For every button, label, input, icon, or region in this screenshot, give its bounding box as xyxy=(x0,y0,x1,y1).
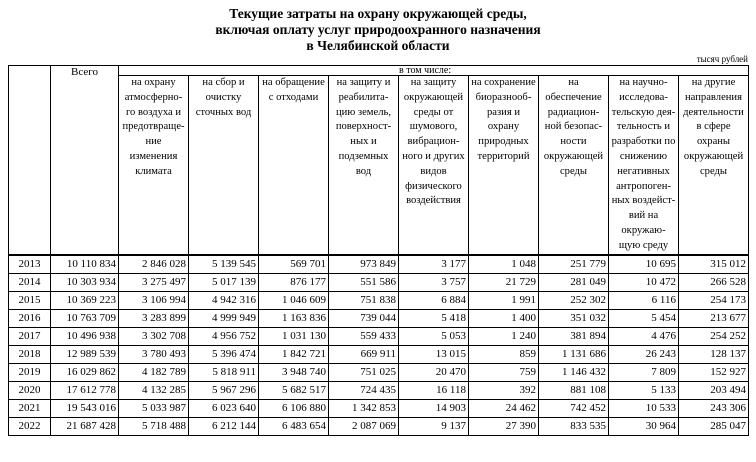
cell-value: 6 116 xyxy=(609,291,679,309)
table-row xyxy=(9,363,749,381)
cell-value: 5 682 517 xyxy=(259,381,329,399)
cell-value: 21 729 xyxy=(469,273,539,291)
cell-value: 751 838 xyxy=(329,291,399,309)
cell-total: 10 496 938 xyxy=(51,327,119,345)
cell-value: 1 031 130 xyxy=(259,327,329,345)
header-biodiversity: на сохранение биоразнооб-разия и охрану природных территорий xyxy=(469,76,539,255)
cell-value: 251 779 xyxy=(539,255,609,274)
table-row xyxy=(9,399,749,417)
header-research: на научно-исследова-тельскую дея-тельность и разработки по снижению негативных антропоген-ных воздейст-вий на окружаю-щую среду xyxy=(609,76,679,255)
header-air: на охрану атмосферно-го воздуха и предотвраще-ние изменения климата xyxy=(119,76,189,255)
cell-value: 5 418 xyxy=(399,309,469,327)
cell-value: 14 903 xyxy=(399,399,469,417)
cell-value: 1 131 686 xyxy=(539,345,609,363)
cell-value: 128 137 xyxy=(679,345,749,363)
cell-value: 1 146 432 xyxy=(539,363,609,381)
cell-value: 13 015 xyxy=(399,345,469,363)
cell-value: 973 849 xyxy=(329,255,399,274)
cell-year: 2021 xyxy=(9,399,51,417)
cell-value: 266 528 xyxy=(679,273,749,291)
cell-value: 3 283 899 xyxy=(119,309,189,327)
cell-value: 5 454 xyxy=(609,309,679,327)
cell-value: 281 049 xyxy=(539,273,609,291)
cell-value: 243 306 xyxy=(679,399,749,417)
cell-total: 16 029 862 xyxy=(51,363,119,381)
cell-total: 10 763 709 xyxy=(51,309,119,327)
cell-value: 285 047 xyxy=(679,417,749,435)
cell-value: 551 586 xyxy=(329,273,399,291)
cell-total: 12 989 539 xyxy=(51,345,119,363)
title-line-2: включая оплату услуг природоохранного назначения xyxy=(215,22,541,37)
cell-value: 1 991 xyxy=(469,291,539,309)
header-waste: на обращение с отходами xyxy=(259,76,329,255)
cell-value: 759 xyxy=(469,363,539,381)
title-line-3: в Челябинской области xyxy=(306,38,450,53)
table-row xyxy=(9,381,749,399)
header-group-including: в том числе: xyxy=(119,66,749,76)
cell-year: 2015 xyxy=(9,291,51,309)
units-label: тысяч рублей xyxy=(696,54,748,64)
document-title xyxy=(0,6,756,54)
cell-value: 5 033 987 xyxy=(119,399,189,417)
cell-value: 4 956 752 xyxy=(189,327,259,345)
cell-total: 19 543 016 xyxy=(51,399,119,417)
cell-value: 724 435 xyxy=(329,381,399,399)
cell-total: 10 110 834 xyxy=(51,255,119,274)
cell-value: 5 017 139 xyxy=(189,273,259,291)
cell-value: 4 999 949 xyxy=(189,309,259,327)
cell-value: 1 342 853 xyxy=(329,399,399,417)
cell-total: 10 369 223 xyxy=(51,291,119,309)
cell-value: 3 275 497 xyxy=(119,273,189,291)
cell-total: 17 612 778 xyxy=(51,381,119,399)
cell-value: 3 177 xyxy=(399,255,469,274)
cell-value: 6 023 640 xyxy=(189,399,259,417)
cell-value: 5 396 474 xyxy=(189,345,259,363)
cell-value: 5 139 545 xyxy=(189,255,259,274)
header-land-water: на защиту и реабилита-цию земель, поверхност-ных и подземных вод xyxy=(329,76,399,255)
cell-year: 2019 xyxy=(9,363,51,381)
cell-value: 4 132 285 xyxy=(119,381,189,399)
cell-value: 1 400 xyxy=(469,309,539,327)
cell-value: 6 106 880 xyxy=(259,399,329,417)
cell-value: 1 842 721 xyxy=(259,345,329,363)
cell-value: 213 677 xyxy=(679,309,749,327)
cell-value: 3 106 994 xyxy=(119,291,189,309)
cell-value: 742 452 xyxy=(539,399,609,417)
cell-value: 2 846 028 xyxy=(119,255,189,274)
header-other: на другие направления деятельности в сфере охраны окружающей среды xyxy=(679,76,749,255)
cell-value: 10 533 xyxy=(609,399,679,417)
table-row xyxy=(9,417,749,435)
cell-value: 9 137 xyxy=(399,417,469,435)
cell-value: 4 942 316 xyxy=(189,291,259,309)
cell-year: 2018 xyxy=(9,345,51,363)
cell-value: 252 302 xyxy=(539,291,609,309)
cell-value: 1 163 836 xyxy=(259,309,329,327)
cell-value: 24 462 xyxy=(469,399,539,417)
table-row xyxy=(9,309,749,327)
cell-value: 5 718 488 xyxy=(119,417,189,435)
header-noise: на защиту окружающей среды от шумового, вибрацион-ного и других видов физического воздействия xyxy=(399,76,469,255)
cell-value: 3 948 740 xyxy=(259,363,329,381)
table-row xyxy=(9,327,749,345)
cell-value: 2 087 069 xyxy=(329,417,399,435)
cell-value: 5 053 xyxy=(399,327,469,345)
cell-value: 4 476 xyxy=(609,327,679,345)
header-total: Всего xyxy=(51,66,119,255)
cell-value: 20 470 xyxy=(399,363,469,381)
cell-value: 27 390 xyxy=(469,417,539,435)
table-row xyxy=(9,345,749,363)
cell-year: 2014 xyxy=(9,273,51,291)
cell-value: 1 048 xyxy=(469,255,539,274)
cell-value: 3 780 493 xyxy=(119,345,189,363)
header-radiation: на обеспечение радиацион-ной безопас-ности окружающей среды xyxy=(539,76,609,255)
cell-value: 254 252 xyxy=(679,327,749,345)
cell-total: 21 687 428 xyxy=(51,417,119,435)
table-row xyxy=(9,291,749,309)
cell-year: 2022 xyxy=(9,417,51,435)
expenditure-table xyxy=(8,65,749,436)
table-row xyxy=(9,255,749,274)
cell-value: 203 494 xyxy=(679,381,749,399)
cell-value: 6 884 xyxy=(399,291,469,309)
cell-value: 5 133 xyxy=(609,381,679,399)
cell-value: 3 757 xyxy=(399,273,469,291)
cell-value: 1 046 609 xyxy=(259,291,329,309)
cell-value: 569 701 xyxy=(259,255,329,274)
cell-year: 2020 xyxy=(9,381,51,399)
cell-value: 254 173 xyxy=(679,291,749,309)
cell-year: 2016 xyxy=(9,309,51,327)
cell-value: 5 818 911 xyxy=(189,363,259,381)
cell-value: 881 108 xyxy=(539,381,609,399)
cell-total: 10 303 934 xyxy=(51,273,119,291)
cell-value: 381 894 xyxy=(539,327,609,345)
cell-value: 5 967 296 xyxy=(189,381,259,399)
cell-year: 2017 xyxy=(9,327,51,345)
cell-value: 6 483 654 xyxy=(259,417,329,435)
cell-year: 2013 xyxy=(9,255,51,274)
cell-value: 10 472 xyxy=(609,273,679,291)
cell-value: 751 025 xyxy=(329,363,399,381)
cell-value: 392 xyxy=(469,381,539,399)
cell-value: 739 044 xyxy=(329,309,399,327)
cell-value: 152 927 xyxy=(679,363,749,381)
cell-value: 10 695 xyxy=(609,255,679,274)
cell-value: 1 240 xyxy=(469,327,539,345)
header-wastewater: на сбор и очистку сточных вод xyxy=(189,76,259,255)
cell-value: 833 535 xyxy=(539,417,609,435)
cell-value: 859 xyxy=(469,345,539,363)
table-row xyxy=(9,273,749,291)
cell-value: 351 032 xyxy=(539,309,609,327)
cell-value: 16 118 xyxy=(399,381,469,399)
cell-value: 6 212 144 xyxy=(189,417,259,435)
cell-value: 669 911 xyxy=(329,345,399,363)
cell-value: 3 302 708 xyxy=(119,327,189,345)
cell-value: 7 809 xyxy=(609,363,679,381)
title-line-1: Текущие затраты на охрану окружающей среды, xyxy=(229,6,527,21)
cell-value: 559 433 xyxy=(329,327,399,345)
cell-value: 876 177 xyxy=(259,273,329,291)
cell-value: 30 964 xyxy=(609,417,679,435)
header-year xyxy=(9,66,51,255)
cell-value: 315 012 xyxy=(679,255,749,274)
cell-value: 4 182 789 xyxy=(119,363,189,381)
cell-value: 26 243 xyxy=(609,345,679,363)
